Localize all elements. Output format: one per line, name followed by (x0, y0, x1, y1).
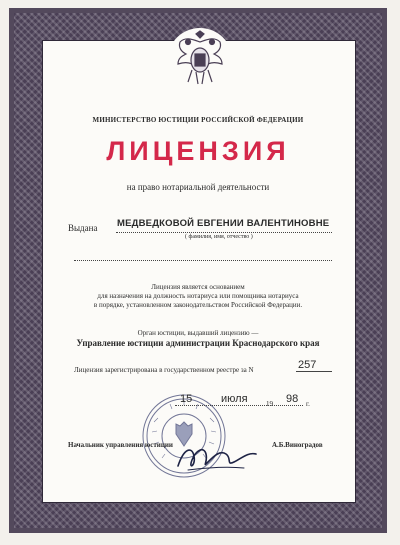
signatory-title: Начальник управления юстиции (68, 441, 173, 449)
organ-name: Управление юстиции администрации Краснодарского края (76, 338, 320, 348)
date-year-suffix: 98 (286, 393, 299, 405)
date-month: июля (221, 393, 248, 405)
date-year-unit: г. (306, 400, 310, 408)
issued-label: Выдана (68, 223, 98, 233)
name-underline (116, 232, 332, 233)
license-subtitle: на право нотариальной деятельности (126, 182, 270, 192)
basis-text (46, 283, 350, 310)
signature-icon (174, 440, 260, 474)
date-year-prefix: 19 (266, 400, 273, 408)
registration-number: 257 (298, 359, 317, 371)
date-day: 15 (180, 393, 193, 405)
organ-label: Орган юстиции, выдавший лицензию — (137, 329, 259, 337)
license-title: ЛИЦЕНЗИЯ (106, 136, 290, 166)
basis-line: в порядке, установленном законодательством Российской Федерации. (93, 301, 303, 309)
double-headed-eagle-icon (168, 28, 232, 90)
issued-name: МЕДВЕДКОВОЙ ЕВГЕНИИ ВАЛЕНТИНОВНЕ (117, 218, 330, 229)
name-hint: ( фамилия, имя, отчество ) (185, 234, 253, 240)
basis-line: Лицензия является основанием (151, 283, 245, 291)
registration-underline (296, 371, 332, 372)
registration-text: Лицензия зарегистрирована в государственном реестре за N (74, 366, 254, 374)
date-underline (175, 405, 303, 406)
ministry-heading: МИНИСТЕРСТВО ЮСТИЦИИ РОССИЙСКОЙ ФЕДЕРАЦИИ (92, 116, 304, 124)
blank-underline (74, 260, 332, 261)
basis-line: для назначения на должность нотариуса или помощника нотариуса (97, 292, 299, 300)
signatory-name: А.Б.Виноградов (272, 441, 323, 449)
